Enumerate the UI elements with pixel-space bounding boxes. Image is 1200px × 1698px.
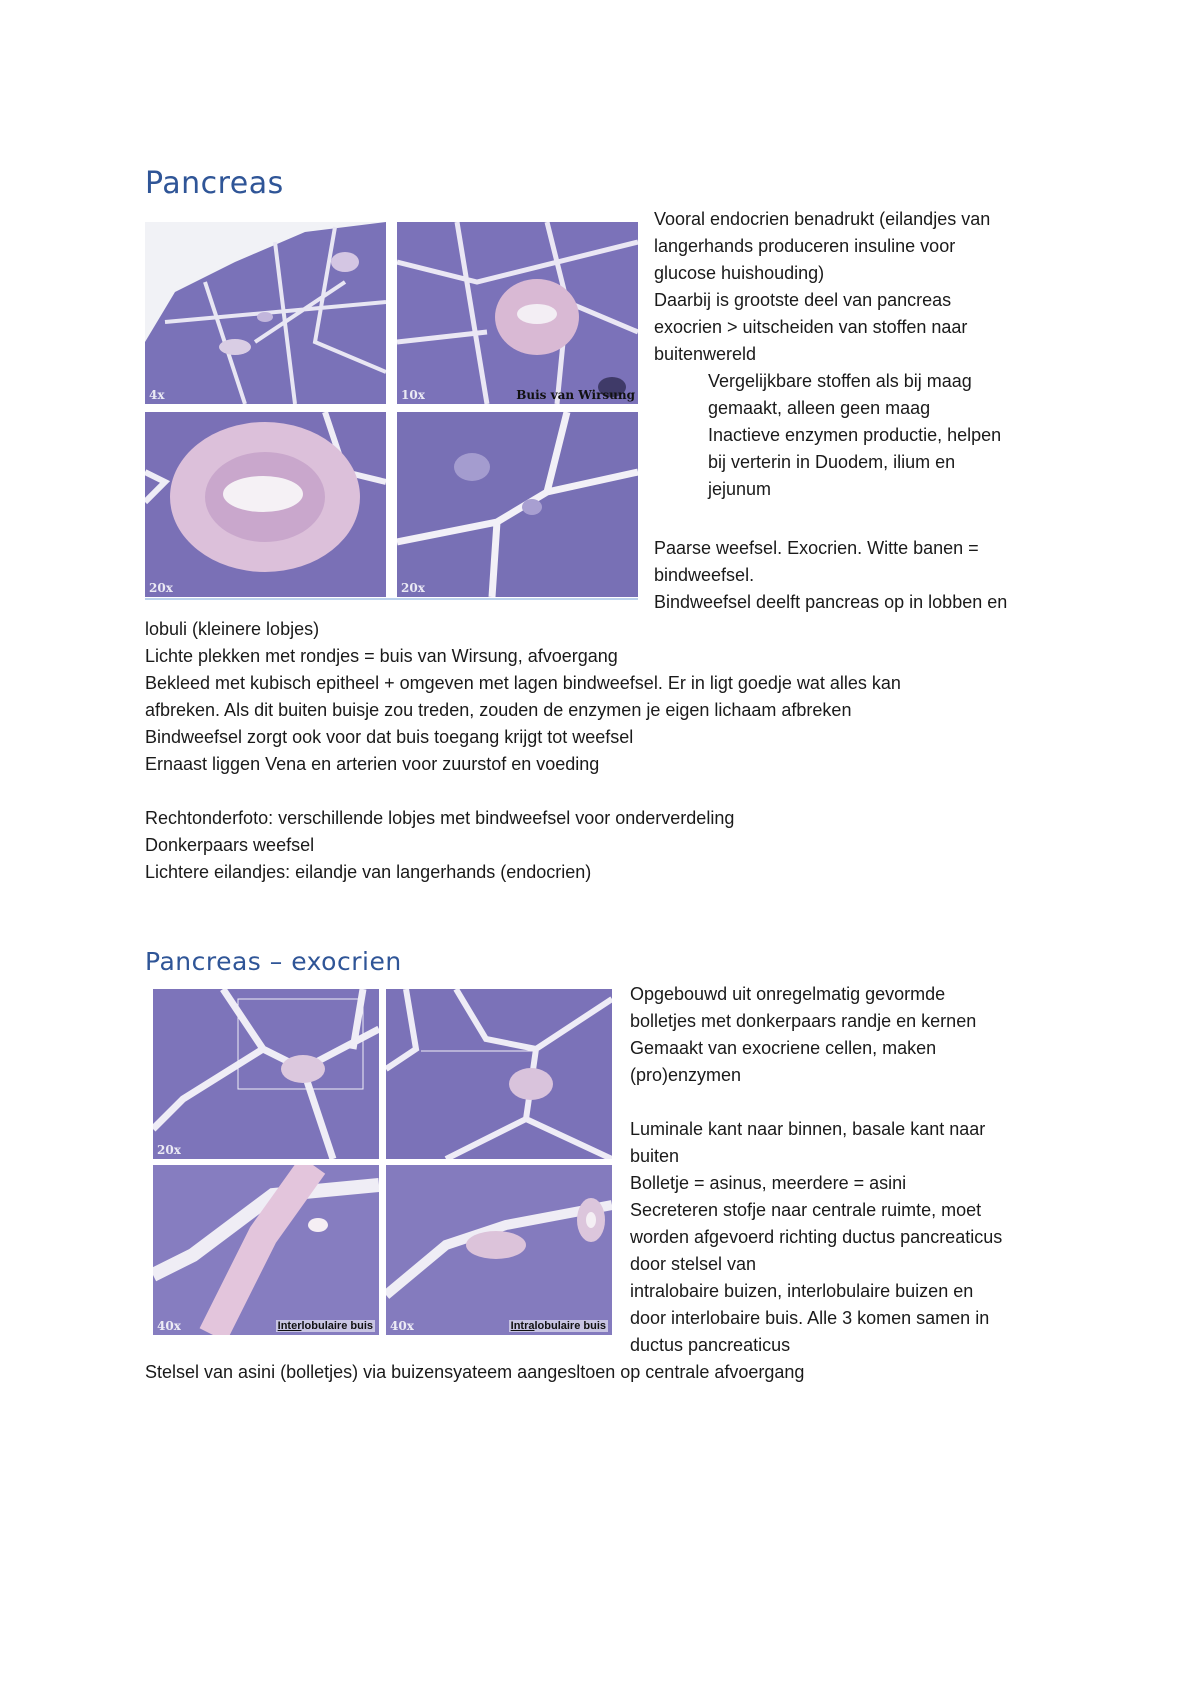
section-title-pancreas: Pancreas bbox=[145, 166, 284, 201]
text-line: Rechtonderfoto: verschillende lobjes met bindweefsel voor onderverdeling bbox=[145, 808, 735, 828]
text-line: Lichte plekken met rondjes = buis van Wirsung, afvoergang bbox=[145, 646, 618, 666]
text-line: bindweefsel. bbox=[654, 565, 755, 585]
micrograph-40x-interlobular bbox=[153, 1165, 379, 1335]
text-line: ductus pancreaticus bbox=[630, 1335, 791, 1355]
text-line: Gemaakt van exocriene cellen, maken bbox=[630, 1038, 937, 1058]
image-caption: Buis van Wirsung bbox=[516, 388, 635, 402]
text-line: (pro)enzymen bbox=[630, 1065, 742, 1085]
text-line: intralobaire buizen, interlobulaire buizen en bbox=[630, 1281, 974, 1301]
indented-text-line: Vergelijkbare stoffen als bij maag bbox=[708, 371, 972, 391]
text-line: lobuli (kleinere lobjes) bbox=[145, 619, 320, 639]
micrograph-10x bbox=[397, 222, 638, 404]
text-line: Secreteren stofje naar centrale ruimte, moet bbox=[630, 1200, 982, 1220]
text-line: Vooral endocrien benadrukt (eilandjes van bbox=[654, 209, 991, 229]
indented-text-line: Inactieve enzymen productie, helpen bbox=[708, 425, 1002, 445]
text-line: Bolletje = asinus, meerdere = asini bbox=[630, 1173, 907, 1193]
text-line: buiten bbox=[630, 1146, 680, 1166]
text-line: Donkerpaars weefsel bbox=[145, 835, 315, 855]
text-line: worden afgevoerd richting ductus pancreaticus bbox=[630, 1227, 1003, 1247]
text-line: Stelsel van asini (bolletjes) via buizensyateem aangesltoen op centrale afvoergang bbox=[145, 1362, 805, 1382]
micrograph-4x bbox=[145, 222, 386, 404]
magnification-label: 20x bbox=[149, 581, 173, 595]
text-line: door interlobaire buis. Alle 3 komen samen in bbox=[630, 1308, 990, 1328]
micrograph-20x-a bbox=[153, 989, 379, 1159]
text-line: Ernaast liggen Vena en arterien voor zuurstof en voeding bbox=[145, 754, 600, 774]
indented-text-line: jejunum bbox=[708, 479, 772, 499]
section-title-pancreas-exocrien: Pancreas – exocrien bbox=[145, 947, 402, 976]
magnification-label: 20x bbox=[157, 1143, 181, 1157]
text-line: glucose huishouding) bbox=[654, 263, 825, 283]
micrograph-40x-intralobular bbox=[386, 1165, 612, 1335]
magnification-label: 10x bbox=[401, 388, 425, 402]
magnification-label: 20x bbox=[401, 581, 425, 595]
text-line: afbreken. Als dit buiten buisje zou treden, zouden de enzymen je eigen lichaam afbreken bbox=[145, 700, 852, 720]
text-line: Lichtere eilandjes: eilandje van langerhands (endocrien) bbox=[145, 862, 592, 882]
text-line: door stelsel van bbox=[630, 1254, 757, 1274]
text-line: Bekleed met kubisch epitheel + omgeven met lagen bindweefsel. Er in ligt goedje wat alles kan bbox=[145, 673, 901, 693]
magnification-label: 40x bbox=[157, 1319, 181, 1333]
figure-border bbox=[145, 598, 638, 600]
indented-text-line: gemaakt, alleen geen maag bbox=[708, 398, 931, 418]
magnification-label: 4x bbox=[149, 388, 165, 402]
text-line: bolletjes met donkerpaars randje en kernen bbox=[630, 1011, 977, 1031]
image-caption-intralobulaire: Intralobulaire buis bbox=[510, 1320, 606, 1332]
text-line: buitenwereld bbox=[654, 344, 757, 364]
text-line: Bindweefsel deelft pancreas op in lobben en bbox=[654, 592, 1008, 612]
micrograph-20x-b bbox=[386, 989, 612, 1159]
text-line: langerhands produceren insuline voor bbox=[654, 236, 956, 256]
text-line: Opgebouwd uit onregelmatig gevormde bbox=[630, 984, 946, 1004]
text-line: exocrien > uitscheiden van stoffen naar bbox=[654, 317, 968, 337]
micrograph-20x-duct bbox=[145, 412, 386, 597]
image-caption-interlobulaire: Interlobulaire buis bbox=[277, 1320, 373, 1332]
micrograph-20x-lobules bbox=[397, 412, 638, 597]
text-line: Paarse weefsel. Exocrien. Witte banen = bbox=[654, 538, 979, 558]
text-line: Daarbij is grootste deel van pancreas bbox=[654, 290, 952, 310]
indented-text-line: bij verterin in Duodem, ilium en bbox=[708, 452, 956, 472]
text-line: Luminale kant naar binnen, basale kant naar bbox=[630, 1119, 986, 1139]
magnification-label: 40x bbox=[390, 1319, 414, 1333]
text-line: Bindweefsel zorgt ook voor dat buis toegang krijgt tot weefsel bbox=[145, 727, 634, 747]
